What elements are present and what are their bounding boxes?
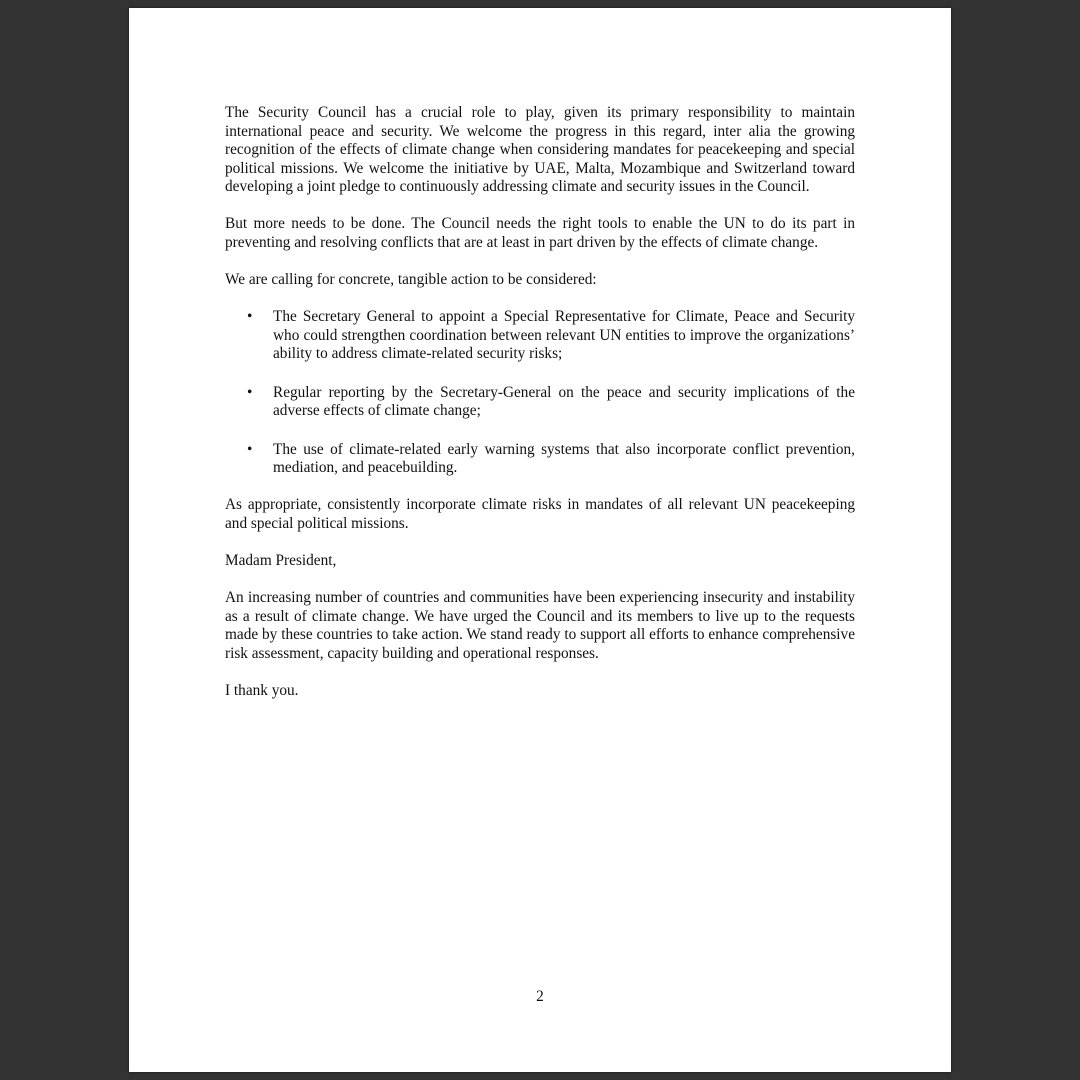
action-list bbox=[225, 308, 855, 478]
paragraph: An increasing number of countries and communities have been experiencing insecurity and instability as a result of climate change. We have urged the Council and its members to live up to the requests made by these countries to take action. We stand ready to support all efforts to enhance comprehensive risk assessment, capacity building and operational responses. bbox=[225, 589, 855, 662]
page-number: 2 bbox=[536, 988, 544, 1005]
bullet-icon: • bbox=[247, 383, 253, 401]
paragraph: As appropriate, consistently incorporate climate risks in mandates of all relevant UN peacekeeping and special political missions. bbox=[225, 496, 855, 533]
salutation: Madam President, bbox=[225, 552, 337, 570]
paragraph: But more needs to be done. The Council needs the right tools to enable the UN to do its part in preventing and resolving conflicts that are at least in part driven by the effects of climate change. bbox=[225, 215, 855, 251]
bullet-icon: • bbox=[247, 307, 253, 325]
list-item-text: The use of climate-related early warning systems that also incorporate conflict prevention, mediation, and peacebuilding. bbox=[273, 440, 855, 477]
list-item bbox=[225, 308, 855, 364]
document-page bbox=[129, 8, 951, 1072]
list-item bbox=[225, 441, 855, 478]
list-item bbox=[225, 384, 855, 421]
paragraph: We are calling for concrete, tangible action to be considered: bbox=[225, 270, 597, 288]
paragraph: The Security Council has a crucial role to play, given its primary responsibility to maintain international peace and security. We welcome the progress in this regard, inter alia the growing recognition of the effects of climate change when considering mandates for peacekeeping and special political missions. We welcome the initiative by UAE, Malta, Mozambique and Switzerland toward developing a joint pledge to continuously addressing climate and security issues in the Council. bbox=[225, 104, 855, 196]
bullet-icon: • bbox=[247, 440, 253, 458]
page-content bbox=[225, 104, 855, 719]
list-item-text: The Secretary General to appoint a Special Representative for Climate, Peace and Security who could strengthen coordination between relevant UN entities to improve the organizations’ ability to address climate-related security risks; bbox=[273, 307, 855, 363]
list-item-text: Regular reporting by the Secretary-General on the peace and security implications of the adverse effects of climate change; bbox=[273, 383, 855, 420]
closing: I thank you. bbox=[225, 681, 299, 699]
